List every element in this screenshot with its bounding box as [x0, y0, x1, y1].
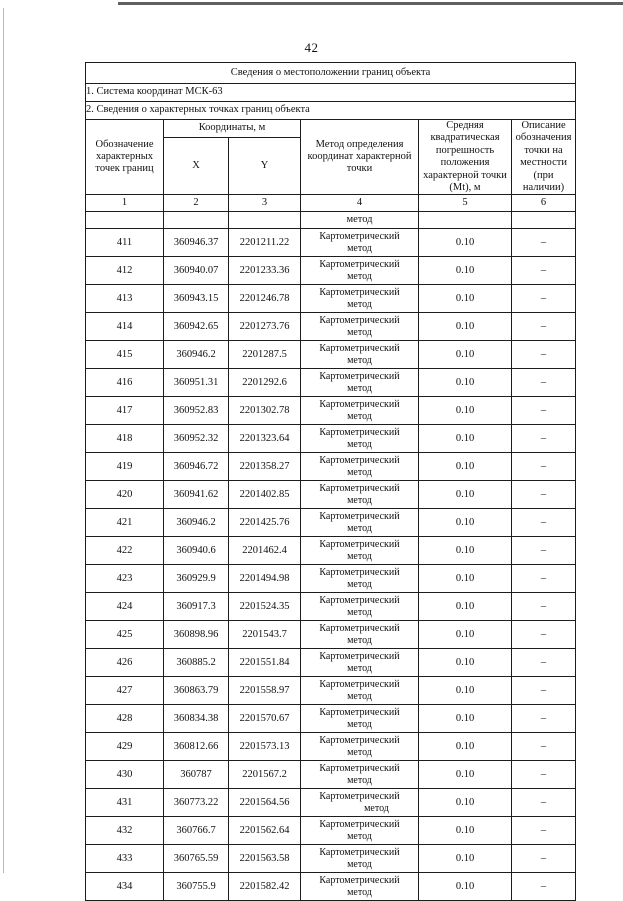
- cell-description: –: [512, 565, 576, 593]
- method-line-2: метод: [347, 438, 372, 450]
- cell-y: 2201402.85: [229, 481, 301, 509]
- cell-y: 2201233.36: [229, 257, 301, 285]
- table-body: [86, 63, 576, 901]
- method-line-1: Картометрический: [319, 734, 400, 746]
- cell-point: 424: [86, 593, 164, 621]
- cell-method: [301, 593, 419, 621]
- cell-x: 360951.31: [164, 369, 229, 397]
- cell-y: 2201462.4: [229, 537, 301, 565]
- section-2-label: 2. Сведения о характерных точках границ объекта: [86, 102, 576, 120]
- cell-description: –: [512, 509, 576, 537]
- cell-accuracy: 0.10: [419, 425, 512, 453]
- cell-x: 360898.96: [164, 621, 229, 649]
- table-row: [86, 313, 576, 341]
- cell-y: 2201563.58: [229, 845, 301, 873]
- column-number-3: 3: [229, 195, 301, 212]
- cell-description: –: [512, 313, 576, 341]
- boundary-points-table: [85, 62, 576, 901]
- cell-y: 2201582.42: [229, 873, 301, 901]
- method-line-1: Картометрический: [319, 818, 400, 830]
- cell-method: [301, 677, 419, 705]
- header-accuracy: Средняя квадратическая погрешность положения характерной точки (Mt), м: [419, 120, 512, 195]
- method-line-1: Картометрический: [319, 622, 400, 634]
- cell-y: 2201573.13: [229, 733, 301, 761]
- cell-y: 2201543.7: [229, 621, 301, 649]
- cell-description: –: [512, 397, 576, 425]
- column-number-2: 2: [164, 195, 229, 212]
- method-line-1: Картометрический: [319, 342, 400, 354]
- cell-x: 360917.3: [164, 593, 229, 621]
- document-title: Сведения о местоположении границ объекта: [86, 63, 576, 84]
- cell-x: 360946.2: [164, 509, 229, 537]
- cell-y: 2201302.78: [229, 397, 301, 425]
- method-line-2: метод: [347, 690, 372, 702]
- cell-x: 360940.6: [164, 537, 229, 565]
- cell-method: [301, 761, 419, 789]
- cell-method: [301, 229, 419, 257]
- cell-y: 2201562.64: [229, 817, 301, 845]
- cell-description: –: [512, 285, 576, 313]
- cell-description: –: [512, 257, 576, 285]
- section-2-row: [86, 102, 576, 120]
- cell-accuracy: 0.10: [419, 789, 512, 817]
- table-row: [86, 761, 576, 789]
- method-line-1: Картометрический: [319, 762, 400, 774]
- cell-description: –: [512, 845, 576, 873]
- header-point-designation: Обозначение характерных точек границ: [86, 120, 164, 195]
- table-row: [86, 621, 576, 649]
- cell-x: 360941.62: [164, 481, 229, 509]
- cell-point: 412: [86, 257, 164, 285]
- column-number-6: 6: [512, 195, 576, 212]
- cell-description: –: [512, 481, 576, 509]
- table-row: [86, 705, 576, 733]
- cell-method: [301, 257, 419, 285]
- table-row: [86, 397, 576, 425]
- method-line-1: Картометрический: [319, 398, 400, 410]
- table-row: [86, 425, 576, 453]
- method-line-1: Картометрический: [319, 538, 400, 550]
- cell-point: 413: [86, 285, 164, 313]
- cell-point: 414: [86, 313, 164, 341]
- cell-accuracy: 0.10: [419, 397, 512, 425]
- method-line-2: метод: [347, 354, 372, 366]
- cell-point: 434: [86, 873, 164, 901]
- cell-point: 417: [86, 397, 164, 425]
- cell-x: 360765.59: [164, 845, 229, 873]
- cell-point: 431: [86, 789, 164, 817]
- cell-accuracy: 0.10: [419, 341, 512, 369]
- cell-accuracy: 0.10: [419, 565, 512, 593]
- table-row: [86, 733, 576, 761]
- cell-point: 427: [86, 677, 164, 705]
- continuation-x: [164, 212, 229, 229]
- column-number-5: 5: [419, 195, 512, 212]
- cell-description: –: [512, 425, 576, 453]
- cell-accuracy: 0.10: [419, 845, 512, 873]
- cell-y: 2201323.64: [229, 425, 301, 453]
- table-row: [86, 789, 576, 817]
- cell-x: 360787: [164, 761, 229, 789]
- cell-x: 360942.65: [164, 313, 229, 341]
- column-number-4: 4: [301, 195, 419, 212]
- continuation-description: [512, 212, 576, 229]
- table-row: [86, 453, 576, 481]
- method-line-1: Картометрический: [319, 650, 400, 662]
- cell-x: 360952.83: [164, 397, 229, 425]
- method-line-2: метод: [347, 298, 372, 310]
- table-row: [86, 537, 576, 565]
- table-row: [86, 845, 576, 873]
- column-number-1: 1: [86, 195, 164, 212]
- cell-accuracy: 0.10: [419, 649, 512, 677]
- method-line-1: Картометрический: [319, 426, 400, 438]
- method-line-1: Картометрический: [319, 510, 400, 522]
- cell-point: 422: [86, 537, 164, 565]
- column-number-row: [86, 195, 576, 212]
- page-number: 42: [304, 40, 319, 55]
- cell-y: 2201358.27: [229, 453, 301, 481]
- cell-method: [301, 453, 419, 481]
- cell-x: 360834.38: [164, 705, 229, 733]
- method-line-2: метод: [347, 522, 372, 534]
- method-line-2: метод: [347, 606, 372, 618]
- cell-accuracy: 0.10: [419, 705, 512, 733]
- cell-y: 2201564.56: [229, 789, 301, 817]
- cell-accuracy: 0.10: [419, 761, 512, 789]
- cell-method: [301, 565, 419, 593]
- cell-accuracy: 0.10: [419, 285, 512, 313]
- method-line-1: Картометрический: [319, 706, 400, 718]
- cell-description: –: [512, 537, 576, 565]
- cell-point: 415: [86, 341, 164, 369]
- table-title-row: [86, 63, 576, 84]
- cell-x: 360773.22: [164, 789, 229, 817]
- table-row: [86, 565, 576, 593]
- cell-point: 418: [86, 425, 164, 453]
- scan-artifact-left-edge: [3, 8, 4, 873]
- header-description: Описание обозначения точки на местности (при наличии): [512, 120, 576, 195]
- cell-point: 425: [86, 621, 164, 649]
- cell-method: [301, 285, 419, 313]
- cell-x: 360929.9: [164, 565, 229, 593]
- continuation-row: [86, 212, 576, 229]
- cell-point: 426: [86, 649, 164, 677]
- cell-x: 360943.15: [164, 285, 229, 313]
- method-line-2: метод: [347, 270, 372, 282]
- method-line-2: метод: [347, 242, 372, 254]
- cell-description: –: [512, 817, 576, 845]
- method-line-2: метод: [347, 466, 372, 478]
- cell-y: 2201425.76: [229, 509, 301, 537]
- header-x: X: [164, 138, 229, 195]
- header-coordinates-group: Координаты, м: [164, 120, 301, 138]
- table-row: [86, 369, 576, 397]
- method-line-1: Картометрический: [319, 874, 400, 886]
- method-line-1: Картометрический: [319, 314, 400, 326]
- continuation-point: [86, 212, 164, 229]
- method-line-2: метод: [347, 830, 372, 842]
- cell-method: [301, 509, 419, 537]
- cell-method: [301, 845, 419, 873]
- cell-accuracy: 0.10: [419, 313, 512, 341]
- cell-method: [301, 621, 419, 649]
- continuation-method: метод: [301, 212, 419, 229]
- cell-y: 2201273.76: [229, 313, 301, 341]
- cell-x: 360946.72: [164, 453, 229, 481]
- continuation-accuracy: [419, 212, 512, 229]
- cell-method: [301, 873, 419, 901]
- cell-description: –: [512, 621, 576, 649]
- cell-point: 416: [86, 369, 164, 397]
- method-line-1: Картометрический: [319, 230, 400, 242]
- cell-point: 432: [86, 817, 164, 845]
- cell-description: –: [512, 789, 576, 817]
- method-line-2: метод: [347, 774, 372, 786]
- table-row: [86, 481, 576, 509]
- cell-point: 428: [86, 705, 164, 733]
- cell-y: 2201570.67: [229, 705, 301, 733]
- method-line-2: метод: [347, 718, 372, 730]
- cell-x: 360863.79: [164, 677, 229, 705]
- cell-accuracy: 0.10: [419, 481, 512, 509]
- cell-description: –: [512, 677, 576, 705]
- cell-point: 421: [86, 509, 164, 537]
- cell-method: [301, 481, 419, 509]
- cell-description: –: [512, 761, 576, 789]
- method-line-1: Картометрический: [319, 258, 400, 270]
- cell-description: –: [512, 649, 576, 677]
- cell-description: –: [512, 873, 576, 901]
- method-line-2: метод: [347, 382, 372, 394]
- cell-y: 2201246.78: [229, 285, 301, 313]
- cell-x: 360946.37: [164, 229, 229, 257]
- method-line-2: метод: [364, 802, 389, 814]
- cell-point: 433: [86, 845, 164, 873]
- cell-point: 423: [86, 565, 164, 593]
- cell-method: [301, 649, 419, 677]
- method-line-2: метод: [347, 662, 372, 674]
- method-line-2: метод: [347, 550, 372, 562]
- table-row: [86, 649, 576, 677]
- header-method: Метод определения координат характерной точки: [301, 120, 419, 195]
- table-row: [86, 509, 576, 537]
- cell-accuracy: 0.10: [419, 733, 512, 761]
- table-row: [86, 677, 576, 705]
- scan-artifact-top-edge: [118, 2, 623, 5]
- cell-y: 2201292.6: [229, 369, 301, 397]
- table-row: [86, 341, 576, 369]
- cell-point: 411: [86, 229, 164, 257]
- section-1-row: [86, 84, 576, 102]
- table-row: [86, 257, 576, 285]
- cell-method: [301, 733, 419, 761]
- cell-accuracy: 0.10: [419, 677, 512, 705]
- method-line-1: Картометрический: [319, 566, 400, 578]
- cell-method: [301, 789, 419, 817]
- cell-accuracy: 0.10: [419, 873, 512, 901]
- cell-x: 360946.2: [164, 341, 229, 369]
- cell-x: 360885.2: [164, 649, 229, 677]
- method-line-1: Картометрический: [319, 846, 400, 858]
- cell-method: [301, 705, 419, 733]
- cell-y: 2201567.2: [229, 761, 301, 789]
- method-line-1: Картометрический: [319, 370, 400, 382]
- cell-point: 429: [86, 733, 164, 761]
- cell-accuracy: 0.10: [419, 817, 512, 845]
- cell-x: 360755.9: [164, 873, 229, 901]
- method-line-1: Картометрический: [319, 454, 400, 466]
- table-row: [86, 817, 576, 845]
- cell-description: –: [512, 453, 576, 481]
- cell-accuracy: 0.10: [419, 369, 512, 397]
- section-1-label: 1. Система координат МСК-63: [86, 84, 576, 102]
- method-line-2: метод: [347, 746, 372, 758]
- cell-y: 2201558.97: [229, 677, 301, 705]
- table-row: [86, 285, 576, 313]
- cell-method: [301, 425, 419, 453]
- header-row: [86, 120, 576, 138]
- method-line-2: метод: [347, 886, 372, 898]
- method-line-2: метод: [347, 858, 372, 870]
- cell-x: 360940.07: [164, 257, 229, 285]
- cell-x: 360952.32: [164, 425, 229, 453]
- method-line-1: Картометрический: [319, 790, 400, 802]
- cell-x: 360766.7: [164, 817, 229, 845]
- method-line-1: Картометрический: [319, 678, 400, 690]
- cell-y: 2201287.5: [229, 341, 301, 369]
- method-line-2: метод: [347, 578, 372, 590]
- method-line-2: метод: [347, 494, 372, 506]
- method-line-1: Картометрический: [319, 482, 400, 494]
- cell-point: 420: [86, 481, 164, 509]
- cell-description: –: [512, 229, 576, 257]
- cell-accuracy: 0.10: [419, 621, 512, 649]
- cell-y: 2201211.22: [229, 229, 301, 257]
- cell-description: –: [512, 369, 576, 397]
- cell-accuracy: 0.10: [419, 453, 512, 481]
- cell-method: [301, 313, 419, 341]
- method-line-1: Картометрический: [319, 286, 400, 298]
- cell-description: –: [512, 705, 576, 733]
- cell-description: –: [512, 593, 576, 621]
- cell-method: [301, 341, 419, 369]
- method-line-2: метод: [347, 634, 372, 646]
- cell-method: [301, 369, 419, 397]
- cell-accuracy: 0.10: [419, 229, 512, 257]
- method-line-2: метод: [347, 410, 372, 422]
- header-y: Y: [229, 138, 301, 195]
- table-row: [86, 593, 576, 621]
- cell-y: 2201551.84: [229, 649, 301, 677]
- cell-y: 2201524.35: [229, 593, 301, 621]
- cell-description: –: [512, 733, 576, 761]
- method-line-1: Картометрический: [319, 594, 400, 606]
- cell-point: 430: [86, 761, 164, 789]
- cell-description: –: [512, 341, 576, 369]
- cell-accuracy: 0.10: [419, 509, 512, 537]
- method-line-2: метод: [347, 326, 372, 338]
- cell-x: 360812.66: [164, 733, 229, 761]
- cell-accuracy: 0.10: [419, 593, 512, 621]
- cell-method: [301, 537, 419, 565]
- cell-method: [301, 817, 419, 845]
- table-row: [86, 873, 576, 901]
- cell-method: [301, 397, 419, 425]
- cell-accuracy: 0.10: [419, 537, 512, 565]
- cell-point: 419: [86, 453, 164, 481]
- continuation-y: [229, 212, 301, 229]
- cell-y: 2201494.98: [229, 565, 301, 593]
- table-row: [86, 229, 576, 257]
- cell-accuracy: 0.10: [419, 257, 512, 285]
